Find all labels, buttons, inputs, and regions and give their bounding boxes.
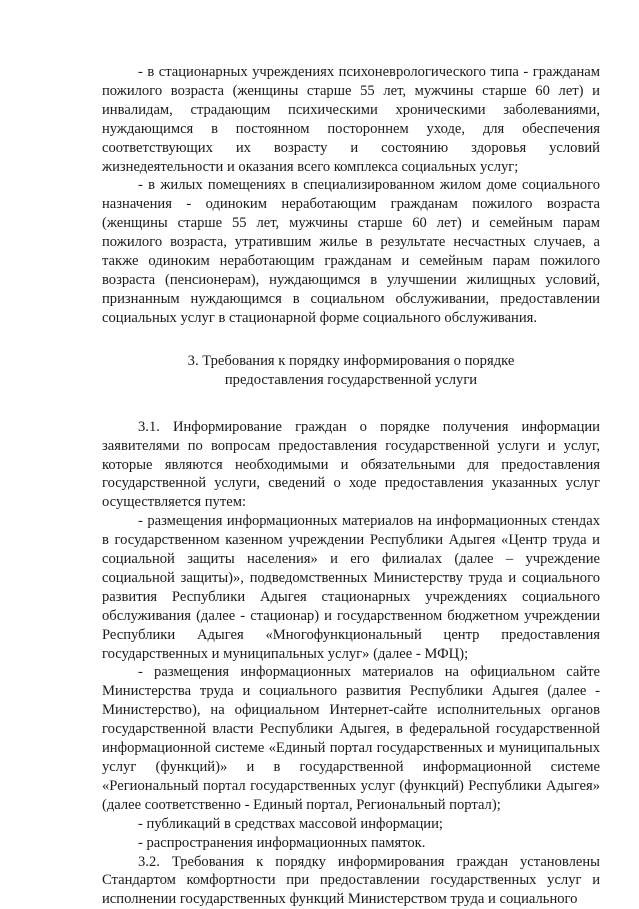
paragraph-stationary-psychoneurological: - в стационарных учреждениях психоневрологического типа - гражданам пожилого возраста (женщины старше 55 лет, мужчины старше 60 лет) и инвалидам, страдающим психическими хроническими заболеваниями, нуждающимся в постоянном постороннем уходе, для обеспечения соответствующих их возрасту и состоянию здоровья условий жизнедеятельности и оказания всего комплекса социальных услуг; bbox=[102, 64, 600, 175]
section-heading bbox=[102, 352, 600, 390]
paragraph-3-2: 3.2. Требования к порядку информирования граждан установлены Стандартом комфортности при предоставлении государственных услуг и исполнении государственных функций Министерством труда и социального bbox=[102, 853, 600, 908]
paragraph-official-website: - размещения информационных материалов на официальном сайте Министерства труда и социального развития Республики Адыгея (далее - Министерство), на официальном Интернет-сайте исполнительных органов государственной власти Республики Адыгея, в федеральной государственной информационной системе «Единый портал государственных и муниципальных услуг (функций)» и в государственной информационной системе «Региональный портал государственных услуг (функций) Республики Адыгея» (далее соответственно - Единый портал, Региональный портал); bbox=[102, 664, 600, 813]
paragraph-mass-media: - публикаций в средствах массовой информации; bbox=[138, 815, 443, 832]
paragraph-residential-premises: - в жилых помещениях в специализированном жилом доме социального назначения - одиноким неработающим гражданам пожилого возраста (женщины старше 55 лет, мужчины старше 60 лет) и семейным парам пожилого возраста, утратившим жилье в результате несчастных случаев, а также одиноким неработающим гражданам и семейным парам пожилого возраста (пенсионерам), нуждающимся в улучшении жилищных условий, признанным нуждающимся в социальном обслуживании, предоставлении социальных услуг в стационарной форме социального обслуживания. bbox=[102, 177, 600, 326]
paragraph-info-stands: - размещения информационных материалов на информационных стендах в государственном казенном учреждении Республики Адыгея «Центр труда и социальной защиты населения» и его филиалах (далее – учреждение социальной защиты)», подведомственных Министерству труда и социального развития Республики Адыгея стационарных учреждениях социального обслуживания (далее - стационар) и государственном бюджетном учреждении Республики Адыгея «Многофункциональный центр предоставления государственных и муниципальных услуг» (далее - МФЦ); bbox=[102, 513, 600, 662]
section-heading-line1: 3. Требования к порядку информирования о порядке bbox=[187, 352, 515, 369]
paragraph-3-1: 3.1. Информирование граждан о порядке получения информации заявителями по вопросам предоставления государственной услуги и услуг, которые являются необходимыми и обязательными для предоставления государственной услуги, сведений о ходе предоставления указанных услуг осуществляется путем: bbox=[102, 418, 600, 511]
section-heading-line2: предоставления государственной услуги bbox=[224, 371, 478, 388]
paragraph-info-leaflets: - распространения информационных памяток. bbox=[138, 834, 426, 851]
document-page bbox=[102, 63, 600, 909]
